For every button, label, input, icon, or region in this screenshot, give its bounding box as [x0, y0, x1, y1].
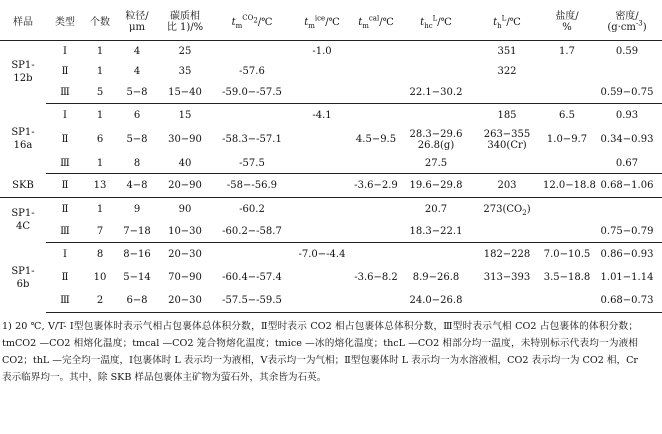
- density-cell: 0.75−0.79: [592, 220, 662, 243]
- t-ice-cell: [292, 126, 352, 153]
- t-cal-cell: [352, 220, 400, 243]
- count-cell: 8: [96, 249, 104, 260]
- table-row: [0, 81, 662, 104]
- type-cell: Ⅱ: [61, 203, 69, 215]
- density-cell: 0.59: [615, 45, 639, 57]
- header-density: 密度/ $(g\cdot cm^{-3})$: [592, 4, 662, 41]
- density-cell: [592, 198, 662, 221]
- sample-cell: SP1- 6b: [11, 265, 35, 290]
- salinity-cell: [542, 61, 592, 81]
- count-cell: 7: [84, 220, 116, 243]
- t-co2-cell: -57.5−-59.5: [212, 289, 292, 313]
- density-cell: 0.67: [592, 153, 662, 174]
- count-cell: 10: [93, 272, 107, 283]
- phase-cell: 35: [178, 65, 192, 77]
- t-ice-cell: [292, 198, 352, 221]
- header-t-h: $t_h^L/℃$: [472, 4, 542, 41]
- table-row: [0, 126, 662, 153]
- table-footnote: 1) 20 ℃, V/T- Ⅰ型包裹体时表示气相占包裹体总体积分数，Ⅱ型时表示 CO2 相占包裹体总体积分数，Ⅲ型时表示气相 CO2 占包裹体的体积分数；tmCO2 —CO2 相熔化温度；tmcal —CO2 笼合物熔化温度；tmice —冰的熔化温度；thcL —CO2 相部分均一温度，未特别标示代表均一为液相 CO2；thL —完全均一温度，Ⅰ包裹体时 L 表示均一为液相，Ⅴ表示均一为气相；Ⅱ型包裹体时 L 表示均一为水溶液相，CO2 表示均一为 CO2 相，Cr 表示临界均一。其中，除 SKB 样品包裹体主矿物为萤石外，其余皆为石英。: [2, 321, 638, 383]
- density-cell: 0.34−0.93: [600, 134, 654, 145]
- count-cell: 1: [96, 45, 104, 57]
- t-cal-cell: [352, 81, 400, 104]
- size-cell: 8−16: [123, 249, 151, 260]
- salinity-cell: [542, 289, 592, 313]
- size-cell: 5−8: [126, 134, 148, 145]
- sample-cell: SP1- 4C: [11, 208, 35, 233]
- t-h-cell: 322: [497, 65, 517, 77]
- t-ice-cell: [292, 174, 352, 198]
- density-cell: 0.68−1.06: [592, 174, 662, 198]
- size-cell: 4: [133, 65, 141, 77]
- density-cell: 0.93: [615, 109, 639, 121]
- size-cell: 6: [133, 109, 141, 121]
- size-cell: 7−18: [116, 220, 158, 243]
- sample-cell: SKB: [0, 174, 46, 198]
- header-count: 个数: [84, 4, 116, 41]
- phase-cell: 30−90: [168, 134, 202, 145]
- salinity-cell: 7.0−10.5: [543, 249, 591, 260]
- phase-cell: 10−30: [158, 220, 212, 243]
- table-row: [0, 61, 662, 81]
- t-co2-cell: -57.6: [239, 65, 265, 77]
- table-row: [0, 41, 662, 62]
- t-ice-cell: [292, 220, 352, 243]
- size-cell: 9: [133, 203, 141, 215]
- phase-cell: 25: [178, 45, 192, 57]
- count-cell: 1: [96, 203, 104, 215]
- t-ice-cell: [292, 61, 352, 81]
- phase-cell: 90: [178, 203, 192, 215]
- size-cell: 6−8: [116, 289, 158, 313]
- phase-cell: 40: [158, 153, 212, 174]
- sample-cell: SP1- 16a: [11, 126, 35, 151]
- header-t-co2: $t_m^{CO_2}/℃$: [212, 4, 292, 41]
- t-h-cell: 203: [472, 174, 542, 198]
- t-co2-cell: -57.5: [212, 153, 292, 174]
- t-hc-cell: 19.6−29.8: [400, 174, 472, 198]
- t-co2-cell: -60.4−-57.4: [222, 272, 282, 283]
- t-hc-cell: [400, 41, 472, 62]
- t-ice-cell: [292, 266, 352, 289]
- t-h-cell: 263−355 340(Cr): [483, 128, 531, 151]
- salinity-cell: 1.0−9.7: [546, 134, 588, 145]
- phase-cell: 15−40: [158, 81, 212, 104]
- t-ice-cell: -1.0: [312, 45, 332, 57]
- density-cell: 0.68−0.73: [592, 289, 662, 313]
- count-cell: 1: [96, 65, 104, 77]
- count-cell: 1: [84, 153, 116, 174]
- size-cell: 4−8: [116, 174, 158, 198]
- type-cell: Ⅱ: [61, 65, 69, 77]
- header-type: 类型: [46, 4, 84, 41]
- header-row: [0, 4, 662, 41]
- type-cell: Ⅱ: [61, 272, 69, 283]
- table-row: [0, 289, 662, 313]
- header-phase-ratio: 碳质相 比 1)/%: [158, 4, 212, 41]
- count-cell: 6: [96, 134, 104, 145]
- type-cell: Ⅱ: [61, 134, 69, 145]
- header-sample: 样品: [0, 4, 46, 41]
- phase-cell: 20−90: [158, 174, 212, 198]
- type-cell: Ⅱ: [46, 174, 84, 198]
- t-h-cell: [472, 289, 542, 313]
- t-cal-cell: [352, 198, 400, 221]
- type-cell: Ⅲ: [46, 81, 84, 104]
- t-hc-cell: [400, 243, 472, 267]
- type-cell: Ⅰ: [63, 249, 67, 260]
- t-h-cell: $273(CO_2)$: [483, 203, 531, 217]
- phase-cell: 15: [178, 109, 192, 121]
- t-co2-cell: -58−-56.9: [212, 174, 292, 198]
- t-hc-cell: [400, 104, 472, 127]
- t-co2-cell: -58.3−-57.1: [222, 134, 282, 145]
- type-cell: Ⅲ: [46, 289, 84, 313]
- salinity-cell: [542, 220, 592, 243]
- t-co2-cell: -59.0−-57.5: [212, 81, 292, 104]
- t-co2-cell: [212, 243, 292, 267]
- salinity-cell: 6.5: [559, 109, 575, 121]
- t-hc-cell: 24.0−26.8: [400, 289, 472, 313]
- t-hc-cell: [400, 61, 472, 81]
- size-cell: 4: [133, 45, 141, 57]
- t-cal-cell: [352, 289, 400, 313]
- density-cell: 0.59−0.75: [592, 81, 662, 104]
- table-row: [0, 198, 662, 221]
- salinity-cell: 1.7: [559, 45, 575, 57]
- count-cell: 5: [84, 81, 116, 104]
- t-hc-cell: 22.1−30.2: [400, 81, 472, 104]
- table-row: [0, 153, 662, 174]
- t-cal-cell: -3.6−8.2: [354, 272, 398, 283]
- t-h-cell: 182−228: [483, 249, 531, 260]
- t-hc-cell: 27.5: [400, 153, 472, 174]
- type-cell: Ⅲ: [46, 153, 84, 174]
- t-h-cell: [472, 81, 542, 104]
- sample-cell: SP1- 12b: [11, 60, 35, 85]
- t-cal-cell: 4.5−9.5: [355, 134, 397, 145]
- size-cell: 8: [116, 153, 158, 174]
- salinity-cell: 12.0−18.8: [542, 174, 592, 198]
- table-row: [0, 174, 662, 198]
- count-cell: 13: [84, 174, 116, 198]
- type-cell: Ⅲ: [46, 220, 84, 243]
- type-cell: Ⅰ: [63, 109, 67, 121]
- t-cal-cell: [352, 243, 400, 267]
- table-row: [0, 266, 662, 289]
- salinity-cell: [542, 198, 592, 221]
- table-row: [0, 243, 662, 267]
- density-cell: 0.86−0.93: [600, 249, 654, 260]
- salinity-cell: [542, 153, 592, 174]
- t-ice-cell: [292, 81, 352, 104]
- t-h-cell: 351: [497, 45, 517, 57]
- t-hc-cell: 28.3−29.6 26.8(g): [409, 128, 463, 151]
- header-t-ice: $t_m^{ice}/℃$: [292, 4, 352, 41]
- header-t-hc: $t_{hc}^L/℃$: [400, 4, 472, 41]
- count-cell: 2: [84, 289, 116, 313]
- salinity-cell: 3.5−18.8: [543, 272, 591, 283]
- t-ice-cell: -4.1: [312, 109, 332, 121]
- header-salinity: 盐度/ %: [542, 4, 592, 41]
- t-co2-cell: [212, 104, 292, 127]
- t-hc-cell: 20.7: [424, 203, 448, 215]
- t-cal-cell: [352, 61, 400, 81]
- header-t-cal: $t_m^{cal}/℃$: [352, 4, 400, 41]
- density-cell: [592, 61, 662, 81]
- t-cal-cell: [352, 41, 400, 62]
- density-cell: 1.01−1.14: [600, 272, 654, 283]
- phase-cell: 20−30: [168, 249, 202, 260]
- t-co2-cell: -60.2: [239, 203, 265, 215]
- salinity-cell: [542, 81, 592, 104]
- size-cell: 5−8: [116, 81, 158, 104]
- t-ice-cell: [292, 289, 352, 313]
- t-hc-cell: 8.9−26.8: [412, 272, 460, 283]
- count-cell: 1: [96, 109, 104, 121]
- t-cal-cell: [352, 104, 400, 127]
- table-row: [0, 220, 662, 243]
- size-cell: 5−14: [123, 272, 151, 283]
- t-cal-cell: -3.6−2.9: [352, 174, 400, 198]
- t-ice-cell: -7.0−-4.4: [298, 249, 346, 260]
- phase-cell: 20−30: [158, 289, 212, 313]
- t-h-cell: [472, 220, 542, 243]
- table-row: [0, 104, 662, 127]
- t-ice-cell: [292, 153, 352, 174]
- t-h-cell: 313−393: [483, 272, 531, 283]
- t-h-cell: 185: [497, 109, 517, 121]
- t-co2-cell: [212, 41, 292, 62]
- type-cell: Ⅰ: [63, 45, 67, 57]
- t-h-cell: [472, 153, 542, 174]
- t-hc-cell: 18.3−22.1: [400, 220, 472, 243]
- header-size: 粒径/ μm: [116, 4, 158, 41]
- phase-cell: 70−90: [168, 272, 202, 283]
- t-cal-cell: [352, 153, 400, 174]
- inclusion-data-table: [0, 4, 662, 313]
- t-co2-cell: -60.2−-58.7: [212, 220, 292, 243]
